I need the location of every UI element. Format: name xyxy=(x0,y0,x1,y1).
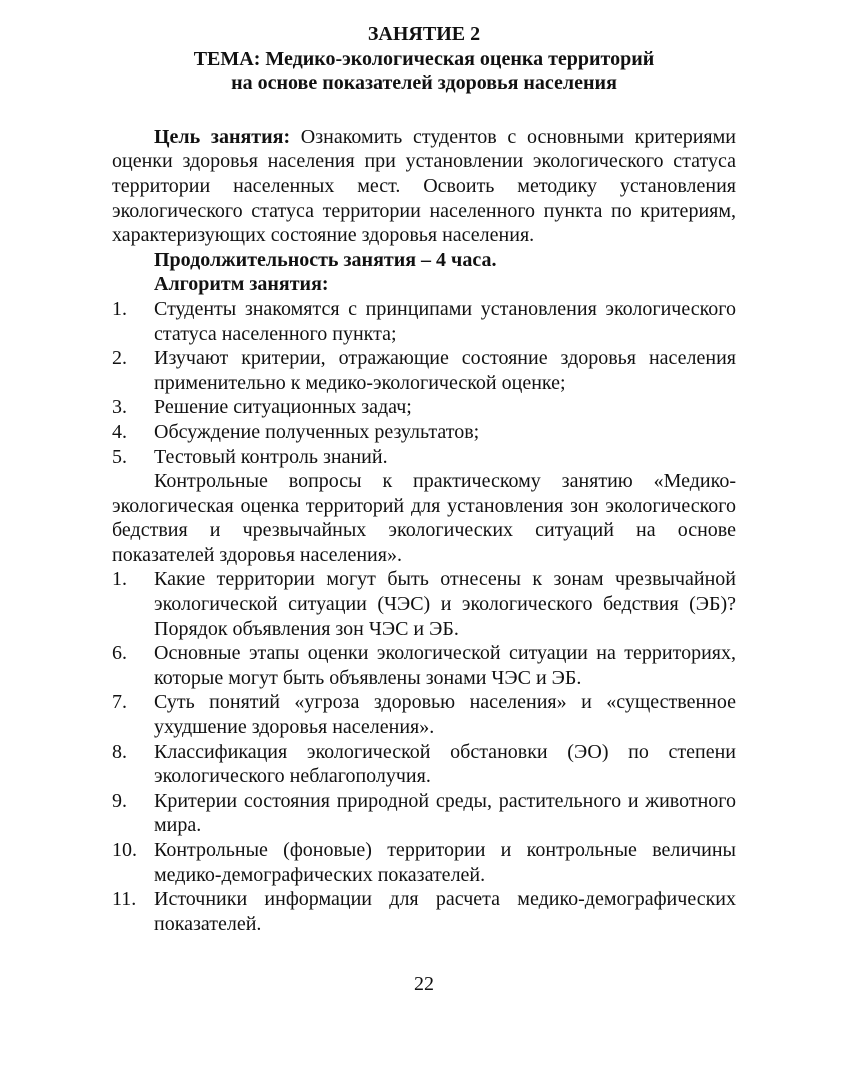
question-item xyxy=(112,838,736,887)
question-item xyxy=(112,641,736,690)
topic-line-1: ТЕМА: Медико-экологическая оценка территорий xyxy=(193,47,655,70)
algorithm-item xyxy=(112,297,736,346)
item-text: Студенты знакомятся с принципами установления экологического статуса населенного пункта; xyxy=(154,297,736,345)
document-page xyxy=(112,22,736,936)
question-text: Какие территории могут быть отнесены к зонам чрезвычайной экологической ситуации (ЧЭС) и экологического бедствия (ЭБ)? Порядок объявления зон ЧЭС и ЭБ. xyxy=(154,568,736,640)
question-text: Контрольные (фоновые) территории и контрольные величины медико-демографических показателей. xyxy=(154,839,736,886)
question-number: 7. xyxy=(112,691,127,714)
question-text: Классификация экологической обстановки (ЭО) по степени экологического неблагополучия. xyxy=(154,740,736,788)
question-number: 10. xyxy=(112,839,137,861)
item-text: Обсуждение полученных результатов; xyxy=(154,420,480,443)
question-number: 6. xyxy=(112,642,127,665)
algorithm-list xyxy=(112,297,736,469)
goal-text: Ознакомить студентов с основными критериями оценки здоровья населения при установлении экологического статуса территории населенных мест. Освоить методику установления экологического статуса территории населенного пункта по критериям, характеризующих состояние здоровья населения. xyxy=(112,125,736,247)
item-text: Тестовый контроль знаний. xyxy=(154,445,388,468)
topic-line-2: на основе показателей здоровья населения xyxy=(231,72,617,95)
question-item xyxy=(112,740,736,789)
question-item xyxy=(112,789,736,838)
question-number: 1. xyxy=(112,568,127,591)
lesson-title: ЗАНЯТИЕ 2 xyxy=(367,23,481,45)
algorithm-item xyxy=(112,346,736,395)
question-item xyxy=(112,567,736,641)
page-number: 22 xyxy=(414,973,434,995)
question-text: Суть понятий «угроза здоровью населения» и «существенное ухудшение здоровья населения». xyxy=(154,691,736,739)
item-number: 5. xyxy=(112,445,127,468)
goal-label: Цель занятия: xyxy=(154,125,291,148)
question-number: 11. xyxy=(112,888,137,911)
question-text: Источники информации для расчета медико-демографических показателей. xyxy=(154,888,736,935)
question-text: Критерии состояния природной среды, растительного и животного мира. xyxy=(154,789,736,837)
duration-line: Продолжительность занятия – 4 часа. xyxy=(154,248,497,271)
heading-block xyxy=(112,22,736,96)
algorithm-item xyxy=(112,395,736,420)
question-item xyxy=(112,887,736,936)
item-number: 4. xyxy=(112,420,127,443)
algorithm-item xyxy=(112,445,736,470)
control-questions-intro: Контрольные вопросы к практическому занятию «Медико-экологическая оценка территорий для установления зон экологического бедствия и чрезвычайных экологических ситуаций на основе показателей здоровья населения». xyxy=(112,470,736,566)
algorithm-item xyxy=(112,420,736,445)
algorithm-title: Алгоритм занятия: xyxy=(154,273,329,296)
question-number: 8. xyxy=(112,740,127,763)
goal-paragraph xyxy=(112,125,736,248)
question-text: Основные этапы оценки экологической ситуации на территориях, которые могут быть объявлены зонами ЧЭС и ЭБ. xyxy=(154,642,736,689)
questions-list xyxy=(112,567,736,936)
question-item xyxy=(112,690,736,739)
item-number: 1. xyxy=(112,297,127,320)
question-number: 9. xyxy=(112,789,127,812)
item-number: 2. xyxy=(112,347,127,370)
item-number: 3. xyxy=(112,396,127,419)
item-text: Решение ситуационных задач; xyxy=(154,396,412,419)
item-text: Изучают критерии, отражающие состояние здоровья населения применительно к медико-экологической оценке; xyxy=(154,347,736,394)
